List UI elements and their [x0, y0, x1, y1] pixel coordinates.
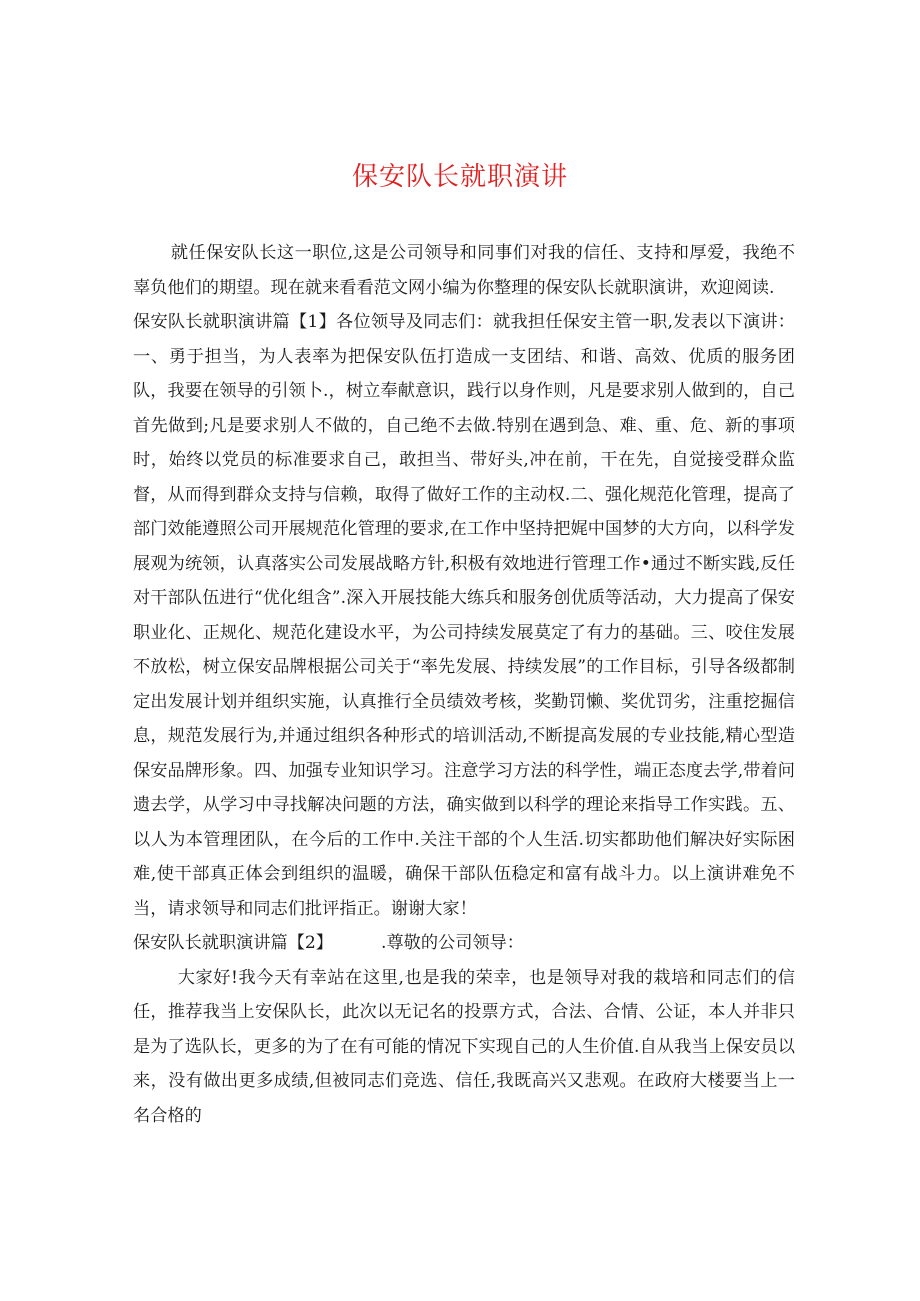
speech-2-paragraph: 大家好!我今天有幸站在这里,也是我的荣幸，也是领导对我的栽培和同志们的信任，推荐我当上安保队长，此次以无记名的投票方式，合法、合情、公证，本人并非只是为了选队长，更多的为了在有可能的情况下实现自己的人生价值.自从我当上保安员以来，没有做出更多成绩,但被同志们竞选、信任,我既高兴又悲观。在政府大楼要当上一名合格的	[133, 967, 795, 1126]
intro-paragraph: 就任保安队长这一职位,这是公司领导和同事们对我的信任、支持和厚爱，我绝不辜负他们的期望。现在就来看看范文网小编为你整理的保安队长就职演讲，欢迎阅读.	[133, 243, 795, 298]
speech-2-heading: 保安队长就职演讲篇【2】	[133, 933, 333, 953]
speech-2-salutation: .尊敬的公司领导：	[381, 933, 524, 953]
document-body	[133, 236, 795, 1133]
document-title: 保安队长就职演讲	[351, 162, 568, 192]
speech-1-paragraph: 保安队长就职演讲篇【1】各位领导及同志们：就我担任保安主管一职,发表以下演讲：一、勇于担当，为人表率为把保安队伍打造成一支团结、和谐、高效、优质的服务团队，我要在领导的引领卜.，树立奉献意识，践行以身作则，凡是要求别人做到的，自己首先做到;凡是要求别人不做的，自己绝不去做.特别在遇到急、难、重、危、新的事项时，始终以党员的标准要求自己，敢担当、带好头,冲在前，干在先，自觉接受群众监督，从而得到群众支持与信赖，取得了做好工作的主动权.二、强化规范化管理，提高了部门效能遵照公司开展规范化管理的要求,在工作中坚持把娓中国梦的大方向，以科学发展观为统领，认真落实公司发展战略方针,积极有效地进行管理工作•通过不断实践,反任对干部队伍进行“优化组含”.深入开展技能大练兵和服务创优质等活动，大力提高了保安职业化、正规化、规范化建设水平，为公司持续发展莫定了有力的基础。三、咬住发展不放松，树立保安品牌根据公司关于“率先发展、持续发展”的工作目标，引导各级都制定出发展计划并组织实施，认真推行全员绩效考核，奖勤罚懒、奖优罚劣，注重挖掘信息，规范发展行为,并通过组织各种形式的培训活动,不断提高发展的专业技能,精心型造保安品牌形象。四、加强专业知识学习。注意学习方法的科学性，端正态度去学,带着问遗去学，从学习中寻找解决问题的方法，确实做到以科学的理论来指导工作实践。五、以人为本管理团队，在今后的工作中.关注干部的个人生活.切实都助他们解决好实际困难,使干部真正体会到组织的温暖，确保干部队伍稳定和富有战斗力。以上演讲难免不当，请求领导和同志们批评指正。谢谢大家！	[133, 312, 795, 919]
speech-2-header-line	[133, 926, 795, 961]
